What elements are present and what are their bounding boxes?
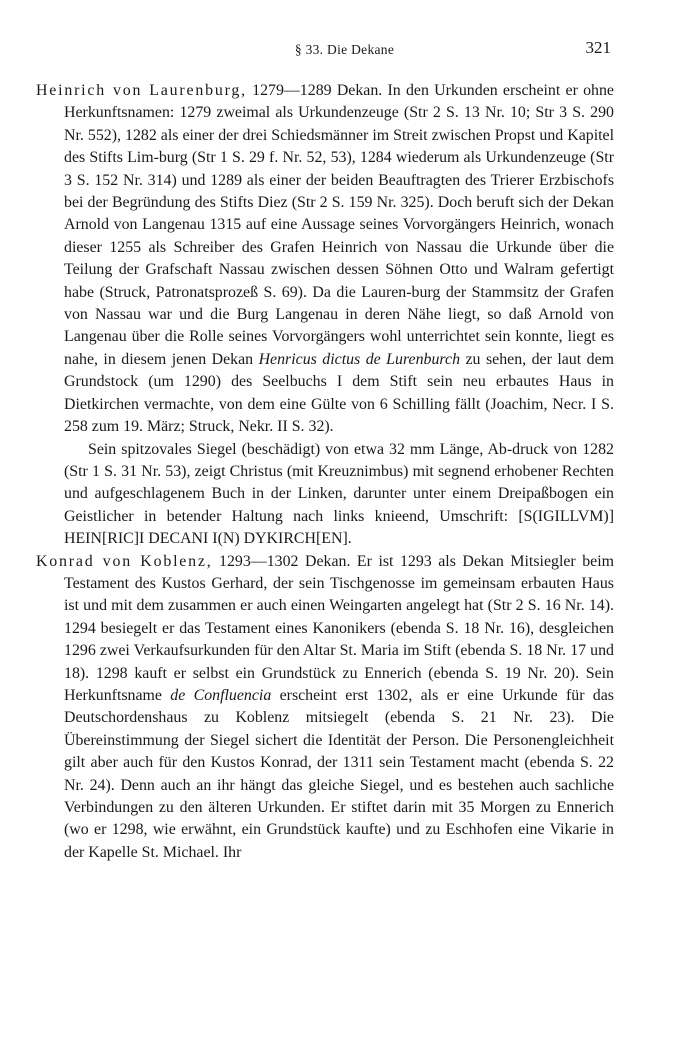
running-head: § 33. Die Dekane xyxy=(294,42,395,57)
page-number: 321 xyxy=(585,38,611,57)
entry-text: 1279—1289 Dekan. In den Urkunden erscheint er ohne Herkunftsnamen: 1279 zweimal als Urkundenzeuge (Str 2 S. 13 Nr. 10; Str 3 S. 290 Nr. 552), 1282 als einer der drei Schiedsmänner im Streit zwischen Propst und Kapitel des Stifts Lim-burg (Str 1 S. 29 f. Nr. 52, 53), 1284 wiederum als Urkundenzeuge (Str 3 S. 152 Nr. 314) und 1289 als einer der beiden Beauftragten des Trierer Erzbischofs bei der Begründung des Stifts Diez (Str 2 S. 159 Nr. 325). Doch beruft sich der Dekan Arnold von Langenau 1315 auf eine Aussage seines Vorvorgängers Heinrich, wonach dieser 1255 als Schreiber des Grafen Heinrich von Nassau die Urkunde über die Teilung der Grafschaft Nassau zwischen dessen Söhnen Otto und Walram gefertigt habe (Struck, Patronatsprozeß S. 69). Da die Lauren-burg der Stammsitz der Grafen von Nassau war und die Burg Langenau in deren Nähe liegt, so daß Arnold von Langenau über die Rolle seines Vorvorgängers wohl unterrichtet sein konnte, liegt es nahe, in diesem jenen Dekan xyxy=(64,82,614,368)
entry-heinrich-von-laurenburg xyxy=(36,80,614,439)
page-header xyxy=(36,38,653,62)
entry-name: Konrad von Koblenz, xyxy=(36,552,213,570)
entry-italic-name: de Confluencia xyxy=(170,686,272,704)
entry-text: 1293—1302 Dekan. Er ist 1293 als Dekan Mitsiegler beim Testament des Kustos Gerhard, der sein Tischgenosse im gemeinsam erbauten Haus ist und mit dem zusammen er auch einen Weingarten angelegt hat (Str 2 S. 16 Nr. 14). 1294 besiegelt er das Testament eines Kanonikers (ebenda S. 18 Nr. 16), desgleichen 1296 zwei Verkaufsurkunden für den Altar St. Maria im Stift (ebenda S. 18 Nr. 17 und 18). 1298 kauft er selbst ein Grundstück zu Ennerich (ebenda S. 19 Nr. 20). Sein Herkunftsname xyxy=(64,552,614,704)
entry-konrad-von-koblenz xyxy=(36,551,614,865)
entry-name: Heinrich von Laurenburg, xyxy=(36,82,247,99)
seal-paragraph: Sein spitzovales Siegel (beschädigt) von etwa 32 mm Länge, Ab-druck von 1282 (Str 1 S. 31 Nr. 53), zeigt Christus (mit Kreuznimbus) mit segnend erhobener Rechten und aufgeschlagenem Buch in der Linken, darunter unter einem Dreipaßbogen ein Geistlicher in betender Haltung nach links knieend, Umschrift: [S(IGILLVM)] HEIN[RIC]I DECANI I(N) DYKIRCH[EN]. xyxy=(64,440,614,548)
entry-text-continued: zu sehen, der laut dem Grundstock (um 1290) des Seelbuchs I dem Stift sein neu erbautes Haus in Dietkirchen vermachte, von dem eine Gülte von 6 Schilling fällt (Joachim, Necr. I S. 258 zum 19. März; Struck, Nekr. II S. 32). xyxy=(64,350,614,436)
page-body xyxy=(36,80,614,864)
entry-text-continued: erscheint erst 1302, als er eine Urkunde für das Deutschordenshaus zu Koblenz mitsiegelt (ebenda S. 21 Nr. 23). Die Übereinstimmung der Siegel sichert die Identität der Person. Die Personengleichheit gilt aber auch für den Kustos Konrad, der 1311 sein Testament macht (ebenda S. 22 Nr. 24). Denn auch an ihr hängt das gleiche Siegel, und es bestehen auch sachliche Verbindungen zu den älteren Urkunden. Er stiftet darin mit 35 Morgen zu Ennerich (wo er 1298, wie erwähnt, ein Grundstück kaufte) und zu Eschhofen eine Vikarie in der Kapelle St. Michael. Ihr xyxy=(64,686,614,861)
entry-italic-name: Henricus dictus de Lurenburch xyxy=(258,350,461,368)
